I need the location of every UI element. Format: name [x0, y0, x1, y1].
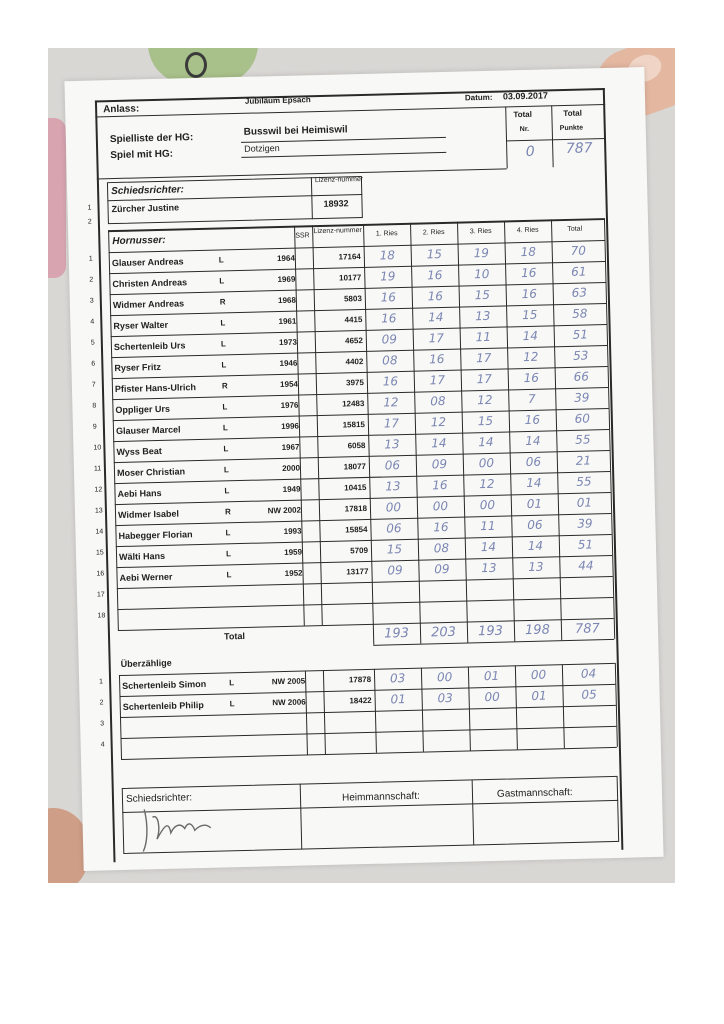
row-number: 3: [100, 720, 105, 728]
player-side: L: [224, 486, 230, 496]
player-name: Glauser Andreas: [111, 256, 184, 269]
player-lizenz: 10177: [338, 273, 362, 283]
extra-player-name: Schertenleib Simon: [122, 678, 207, 691]
player-year: [259, 590, 303, 591]
score-r2: 08: [433, 540, 450, 556]
total-punkte-label: Total: [563, 108, 582, 119]
score-r1: [372, 584, 419, 585]
score-r1: 08: [382, 353, 398, 368]
score-r2: 12: [430, 414, 447, 430]
score-r3: 14: [478, 434, 494, 450]
player-side: L: [220, 318, 226, 328]
extra-player-lizenz: [324, 717, 372, 718]
extra-score-r2: [422, 733, 469, 734]
spielliste-value: Busswil bei Heimiswil: [243, 124, 348, 138]
extra-score-total: [563, 708, 616, 709]
extra-score-r3: [469, 731, 516, 732]
player-lizenz: 5709: [350, 545, 369, 556]
row-number: 16: [96, 570, 105, 578]
player-side: L: [226, 570, 232, 580]
score-r3: 13: [481, 560, 497, 576]
player-lizenz: 5803: [343, 294, 362, 304]
player-name: Pfister Hans-Ulrich: [114, 382, 197, 395]
player-year: 1952: [284, 568, 303, 578]
score-r1: 06: [384, 458, 401, 473]
score-r3: 00: [479, 497, 496, 513]
player-side: L: [223, 465, 229, 475]
score-r3: 15: [474, 287, 491, 303]
grid-line: [117, 576, 613, 589]
player-year: 1968: [277, 295, 296, 306]
spiel-mit-value: Dotzigen: [244, 142, 280, 154]
score-r4: 14: [527, 538, 544, 554]
score-r1: 13: [385, 479, 401, 494]
player-year: 1959: [284, 547, 303, 557]
spiel-mit-label: Spiel mit HG:: [110, 148, 174, 162]
score-r1: 15: [386, 542, 403, 557]
sign-guest-label: Gastmannschaft:: [496, 787, 573, 800]
score-r3: 14: [480, 539, 497, 555]
row-number: 7: [91, 381, 96, 389]
score-r2: 14: [431, 435, 447, 451]
row-number: 14: [95, 528, 104, 536]
extra-player-year: NW 2006: [272, 697, 306, 708]
referee-lizenz: 18932: [323, 198, 349, 209]
player-lizenz: 6058: [347, 440, 366, 451]
player-lizenz: 12483: [342, 398, 365, 409]
player-year: [259, 611, 303, 612]
player-lizenz: 17164: [338, 252, 361, 262]
player-lizenz: 4652: [344, 335, 363, 346]
score-total: 61: [570, 264, 587, 279]
score-total: [560, 600, 613, 601]
extra-score-r2: 00: [436, 669, 453, 685]
player-year: 1976: [280, 400, 299, 411]
player-year: 1961: [278, 316, 297, 327]
player-name: Widmer Isabel: [117, 508, 180, 521]
score-sheet: [64, 67, 663, 871]
player-side: L: [222, 402, 228, 412]
score-total: 51: [572, 327, 589, 342]
row-number: 1: [99, 678, 104, 686]
score-r4: 16: [523, 370, 540, 386]
player-lizenz: 15854: [345, 524, 368, 535]
score-r3: 11: [475, 329, 492, 345]
score-r2: [419, 604, 466, 605]
punkte-label: Punkte: [559, 124, 584, 133]
extra-score-total: [563, 729, 616, 730]
player-name: Moser Christian: [116, 466, 186, 479]
nr-label: Nr.: [519, 125, 530, 134]
score-r4: 16: [520, 265, 537, 281]
totals-label: Total: [223, 630, 246, 642]
score-r2: 00: [432, 498, 449, 514]
score-r4: 15: [521, 307, 538, 323]
spielliste-label: Spielliste der HG:: [109, 132, 194, 146]
score-r4: 12: [523, 349, 539, 365]
score-r4: 16: [524, 412, 541, 428]
score-r3: 11: [480, 518, 496, 534]
score-r4: 06: [525, 454, 542, 470]
player-side: R: [221, 381, 228, 391]
row-number: 2: [99, 699, 104, 707]
score-r1: 13: [384, 437, 400, 452]
sign-home-label: Heimmannschaft:: [341, 790, 420, 804]
score-total: 44: [578, 558, 594, 573]
score-total: 70: [570, 243, 587, 258]
row-number: 6: [91, 360, 96, 368]
player-year: 1954: [280, 379, 299, 390]
sheet-content: [87, 88, 623, 862]
score-r1: 17: [383, 416, 400, 431]
score-total: 60: [574, 411, 591, 426]
player-side: L: [219, 276, 225, 286]
score-total: 55: [576, 474, 592, 489]
row-number: 13: [94, 507, 103, 515]
extra-player-year: [262, 718, 306, 719]
extra-score-r3: 01: [483, 668, 500, 684]
player-side: L: [222, 423, 228, 433]
player-name: Oppliger Urs: [115, 403, 171, 416]
row-number: 2: [89, 276, 94, 284]
score-r1: 09: [381, 332, 398, 347]
player-name: Ryser Fritz: [114, 361, 162, 374]
referee-row-nr: 2: [87, 218, 92, 226]
extra-player-year: NW 2005: [271, 676, 306, 687]
score-r4: 14: [522, 328, 539, 344]
row-number: 10: [93, 444, 102, 452]
player-lizenz: 10415: [344, 482, 367, 493]
score-r4: 06: [527, 517, 543, 533]
score-r2: 14: [428, 310, 444, 325]
player-year: 1949: [282, 484, 301, 494]
score-r2: 08: [430, 393, 446, 409]
player-year: 1964: [276, 253, 295, 264]
score-r2: 16: [432, 477, 448, 493]
score-r3: 13: [474, 308, 491, 324]
score-r1: 16: [380, 290, 397, 305]
extra-score-r4: [516, 709, 563, 710]
row-number: 4: [90, 318, 95, 326]
player-lizenz: 17818: [344, 503, 368, 514]
score-r1: 16: [381, 311, 397, 326]
extra-score-r1: 01: [390, 692, 406, 707]
score-r4: 14: [525, 433, 541, 449]
player-side: R: [224, 507, 231, 517]
player-name: Habegger Florian: [118, 529, 193, 542]
total-nr-label: Total: [513, 109, 533, 120]
referee-lizenz-label: Lizenz-nummer: [314, 175, 364, 185]
score-r4: 18: [520, 244, 537, 260]
score-r3: 12: [477, 392, 493, 408]
extra-player-year: [263, 739, 307, 740]
score-r3: 17: [476, 350, 492, 366]
player-year: NW 2002: [267, 505, 302, 516]
extra-player-lizenz: [325, 738, 373, 739]
datum-value: 03.09.2017: [502, 90, 549, 102]
score-r1: 12: [383, 395, 399, 410]
anlass-label: Anlass:: [103, 103, 140, 116]
score-r3: 15: [477, 413, 494, 429]
extra-score-r1: [375, 713, 422, 714]
extra-player-side: L: [229, 678, 235, 688]
extra-player-side: L: [229, 699, 235, 709]
header-ries3: 3. Ries: [469, 227, 492, 236]
extra-score-r1: [375, 734, 422, 735]
extra-score-r4: 01: [531, 688, 547, 703]
total-punkte-value: 787: [565, 140, 593, 157]
player-name: Schertenleib Urs: [113, 340, 186, 353]
score-r1: 19: [379, 269, 396, 284]
player-lizenz: 13177: [346, 566, 369, 577]
score-r2: [419, 583, 466, 584]
score-total: [560, 579, 613, 580]
score-r3: 12: [479, 476, 495, 492]
grid-line: [117, 597, 613, 610]
score-total: 51: [577, 537, 594, 552]
header-lizenz: Lizenz-nummer: [313, 226, 362, 236]
score-r2: 16: [433, 519, 449, 535]
row-number: 3: [89, 297, 94, 305]
extra-score-r2: 03: [437, 690, 453, 706]
total-r1: 193: [383, 625, 410, 642]
row-number: 9: [92, 423, 97, 431]
player-lizenz: 4402: [345, 356, 364, 367]
score-r3: 10: [473, 266, 490, 282]
player-year: 1996: [281, 421, 300, 432]
player-year: 1993: [283, 526, 302, 536]
background-decoration: [48, 118, 66, 278]
row-number: 5: [90, 339, 95, 347]
score-r3: [466, 581, 513, 582]
grid-line: [121, 747, 617, 760]
extra-score-total: 04: [580, 666, 597, 681]
player-name: Widmer Andreas: [112, 298, 185, 311]
score-r1: 09: [387, 563, 403, 578]
row-number: 11: [93, 465, 102, 473]
row-number: 1: [88, 255, 93, 263]
extra-player-lizenz: 18422: [349, 695, 372, 706]
row-number: 12: [94, 486, 103, 494]
score-r2: 16: [429, 352, 445, 367]
score-total: 63: [571, 285, 588, 300]
score-r3: 19: [473, 245, 490, 261]
score-r2: 17: [429, 372, 446, 388]
score-total: 55: [575, 432, 591, 447]
player-name: Aebi Hans: [117, 487, 162, 500]
score-r2: 17: [428, 331, 445, 346]
row-number: 8: [92, 402, 97, 410]
row-number: 15: [95, 549, 104, 557]
score-total: 66: [573, 369, 590, 384]
score-r3: [466, 602, 513, 603]
player-side: L: [221, 360, 227, 370]
score-r4: 01: [526, 496, 543, 512]
player-side: L: [220, 339, 226, 349]
score-r1: [372, 605, 419, 606]
score-r4: 16: [521, 286, 538, 302]
score-r4: 14: [526, 475, 542, 491]
header-ries1: 1. Ries: [375, 230, 398, 238]
player-side: L: [218, 255, 224, 265]
player-lizenz: 4415: [344, 314, 363, 325]
score-r3: 17: [476, 371, 493, 387]
header-ries4: 4. Ries: [516, 226, 539, 235]
anlass-value: Jubiläum Epsach: [244, 95, 311, 106]
referee-name: Zürcher Justine: [111, 202, 180, 215]
extra-player-name: Schertenleib Philip: [122, 699, 204, 712]
score-r1: 00: [385, 500, 402, 515]
score-r1: 06: [386, 521, 402, 536]
grid-line: [121, 726, 617, 739]
player-side: L: [223, 444, 229, 454]
player-name: Aebi Werner: [119, 571, 173, 584]
player-side: R: [219, 297, 226, 307]
referee-signature: [130, 798, 221, 860]
extra-score-r2: [422, 712, 469, 713]
score-r2: 15: [426, 247, 443, 262]
header-ries2: 2. Ries: [422, 228, 445, 237]
referee-row-nr: 1: [87, 204, 92, 212]
player-year: 1946: [279, 358, 298, 369]
player-name: Wälti Hans: [118, 550, 166, 563]
background-ring: [185, 52, 207, 78]
player-year: 2000: [282, 463, 301, 473]
row-number: 4: [100, 741, 105, 749]
player-lizenz: [321, 609, 369, 610]
score-total: 21: [575, 453, 592, 468]
extra-score-r3: 00: [484, 689, 500, 705]
player-lizenz: 15815: [342, 419, 366, 430]
datum-label: Datum:: [464, 92, 493, 103]
player-lizenz: 18077: [343, 461, 367, 472]
sign-referee-label: Schiedsrichter:: [125, 792, 193, 805]
score-r2: 09: [434, 561, 450, 577]
extra-player-lizenz: 17878: [348, 674, 372, 685]
player-year: 1973: [278, 337, 297, 348]
player-side: L: [225, 549, 232, 559]
score-r2: 09: [431, 456, 448, 472]
player-lizenz: [321, 588, 369, 589]
extra-score-r3: [469, 710, 516, 711]
total-r3: 193: [477, 623, 504, 640]
score-total: 58: [571, 306, 588, 321]
player-name: Christen Andreas: [112, 277, 188, 290]
extras-label: Überzählige: [120, 657, 172, 670]
total-r4: 198: [524, 622, 551, 639]
extra-score-r4: [516, 730, 563, 731]
score-r4: 13: [528, 559, 544, 575]
score-r3: 00: [478, 455, 495, 471]
score-r2: 16: [426, 268, 443, 283]
header-hornusser: Hornusser:: [112, 234, 166, 248]
extra-score-r1: 03: [389, 671, 406, 686]
referee-label: Schiedsrichter:: [111, 184, 185, 198]
extra-score-total: 05: [581, 687, 597, 702]
score-r1: 18: [379, 248, 396, 263]
row-number: 18: [97, 612, 106, 620]
player-year: 1969: [277, 274, 296, 285]
header-total: Total: [567, 225, 583, 233]
player-lizenz: 3975: [345, 377, 364, 388]
player-name: Glauser Marcel: [115, 424, 181, 437]
score-r4: [513, 601, 560, 602]
total-r2: 203: [430, 624, 457, 641]
score-r4: [513, 580, 560, 581]
score-r1: 16: [382, 374, 399, 389]
score-r2: 16: [427, 289, 444, 304]
score-total: 01: [576, 495, 593, 510]
player-name: Ryser Walter: [113, 319, 169, 332]
score-total: 53: [572, 348, 589, 363]
grand-total: 787: [574, 621, 601, 637]
extra-score-r4: 00: [530, 667, 547, 682]
row-number: 17: [96, 591, 105, 599]
header-ssr: SSR: [295, 232, 310, 240]
player-side: L: [225, 528, 231, 538]
score-total: 39: [574, 390, 590, 405]
score-r4: 7: [527, 391, 536, 406]
score-total: 39: [577, 516, 593, 531]
total-nr-value: 0: [525, 143, 535, 160]
player-name: Wyss Beat: [116, 445, 162, 458]
player-year: 1967: [281, 442, 300, 453]
